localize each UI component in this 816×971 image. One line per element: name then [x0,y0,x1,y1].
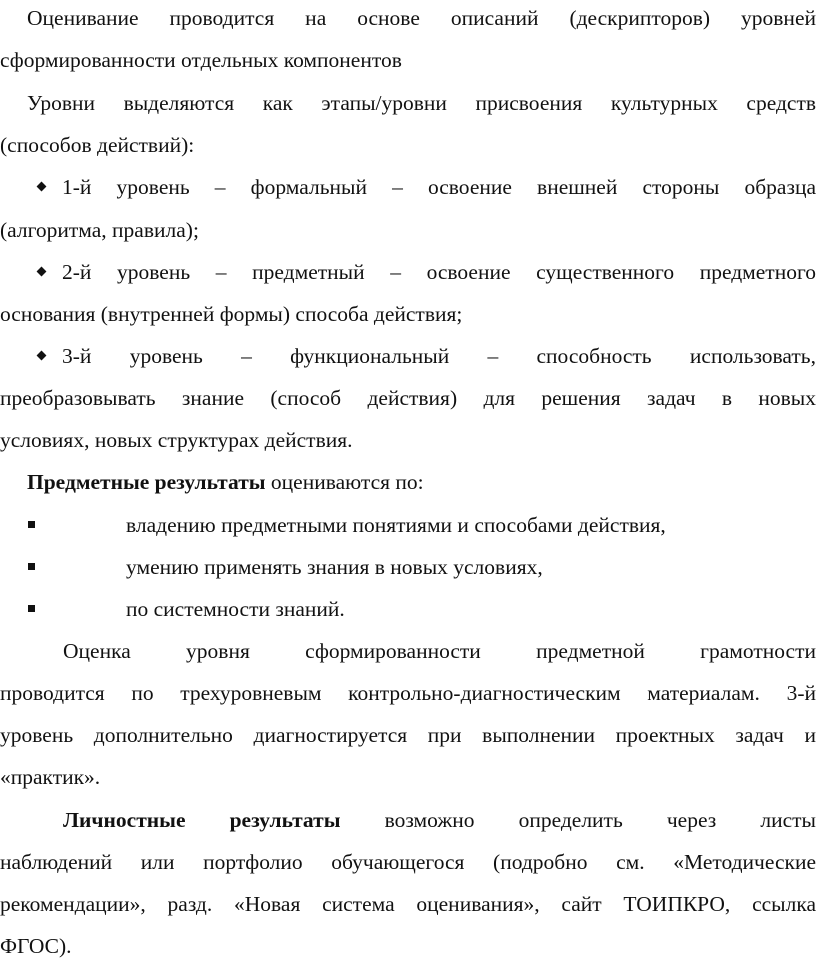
paragraph-line: Оценка уровня сформированности предметной грамотности [63,639,816,663]
square-bullet-icon [28,563,35,570]
list-item [0,258,816,286]
paragraph-line: (способов действий): [0,133,195,157]
list-item [0,342,816,370]
list-item-text: 2-й уровень – предметный – освоение существенного предметного [62,260,816,284]
paragraph-line: уровень дополнительно диагностируется при выполнении проектных задач и [0,723,816,747]
personal-results-text: возможно определить через листы [340,808,816,832]
list-item-text: 1-й уровень – формальный – освоение внешней стороны образца [62,175,816,199]
list-item-text: 3-й уровень – функциональный – способность использовать, [62,344,816,368]
paragraph-line: рекомендации», разд. «Новая система оценивания», сайт ТОИПКРО, ссылка [0,892,816,916]
list-item [0,173,816,201]
square-bullet-icon [28,521,35,528]
subject-results-label: Предметные результаты [27,470,266,494]
square-bullet-icon [28,605,35,612]
list-item-text: владению предметными понятиями и способами действия, [126,513,666,537]
paragraph-line: Уровни выделяются как этапы/уровни присвоения культурных средств [27,91,816,115]
paragraph-line: преобразовывать знание (способ действия) для решения задач в новых [0,386,816,410]
list-item [0,511,816,539]
list-item [0,595,816,623]
paragraph-line: Оценивание проводится на основе описаний (дескрипторов) уровней [27,6,816,30]
paragraph-line: основания (внутренней формы) способа действия; [0,302,463,326]
paragraph-line: сформированности отдельных компонентов [0,48,402,72]
paragraph-line: ФГОС). [0,934,72,958]
paragraph-line: наблюдений или портфолио обучающегося (подробно см. «Методические [0,850,816,874]
diamond-bullet-icon [37,182,47,192]
paragraph-line: «практик». [0,765,101,789]
personal-results-label: Личностные результаты [63,808,341,832]
subject-results-text: оцениваются по: [265,470,424,494]
paragraph-line: (алгоритма, правила); [0,218,199,242]
personal-results-line [0,806,816,834]
list-item [0,553,816,581]
diamond-bullet-icon [37,351,47,361]
diamond-bullet-icon [37,267,47,277]
paragraph-line: условиях, новых структурах действия. [0,428,353,452]
list-item-text: умению применять знания в новых условиях, [126,555,543,579]
paragraph-line: проводится по трехуровневым контрольно-диагностическим материалам. 3-й [0,681,816,705]
list-item-text: по системности знаний. [126,597,345,621]
subject-results-heading [27,468,816,496]
